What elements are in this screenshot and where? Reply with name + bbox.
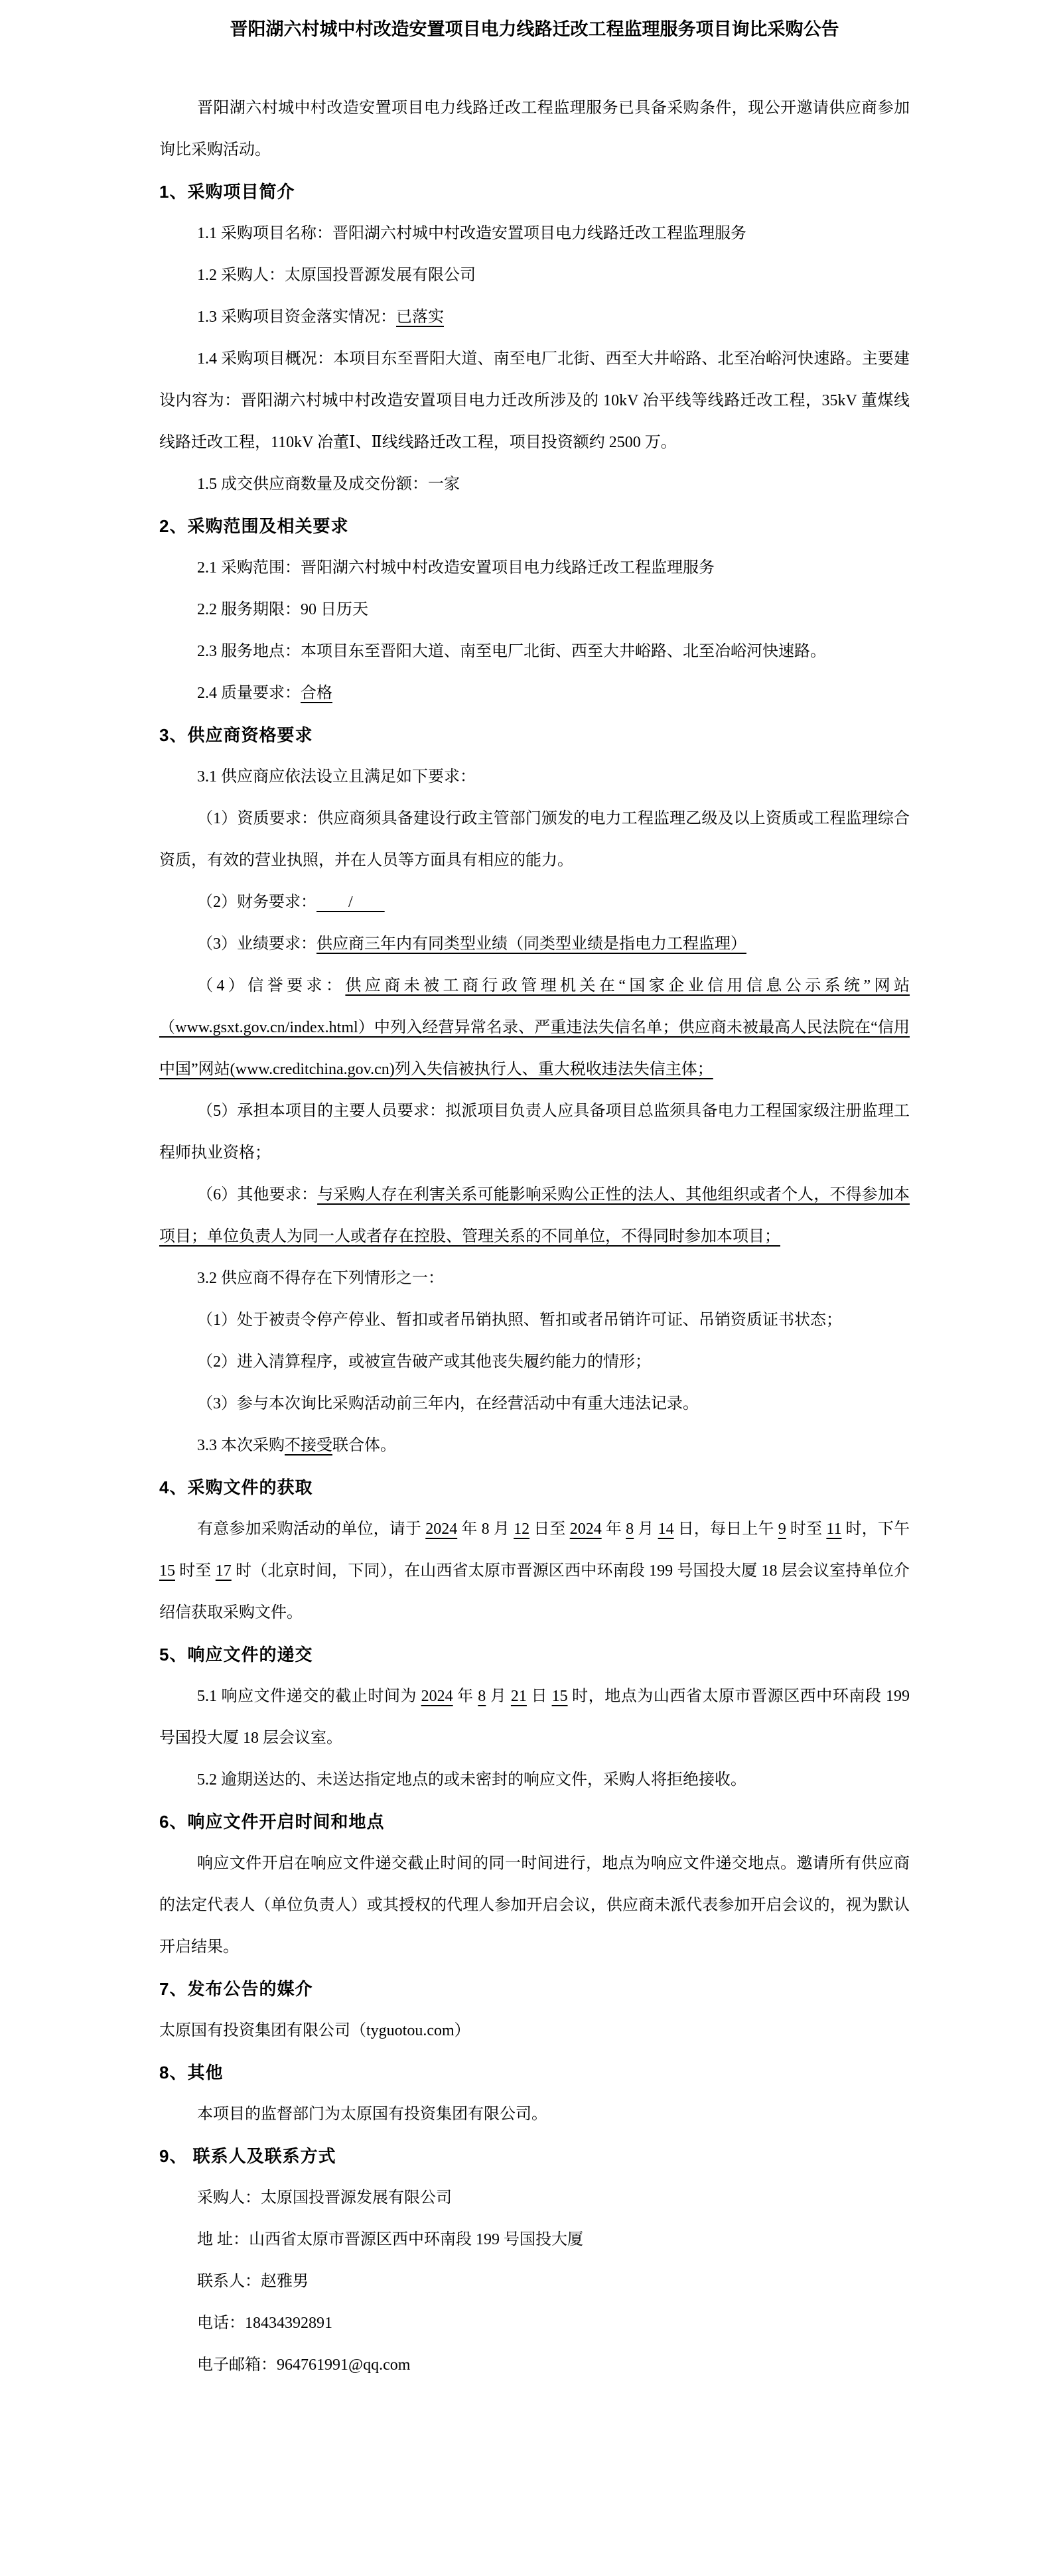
item-3-1-3-performance xyxy=(159,923,910,965)
supervision-department: 本项目的监督部门为太原国有投资集团有限公司。 xyxy=(197,2106,547,2123)
item-3-2-2-liquidation: （2）进入清算程序，或被宣告破产或其他丧失履约能力的情形； xyxy=(197,1353,651,1371)
text-run: （4）信誉要求： xyxy=(197,977,346,994)
text-run: 时，地点为山西省太原市晋源区西中环南段 199 号国投大厦 18 层会议室。 xyxy=(159,1688,910,1747)
text-run: 日，每日上午 xyxy=(673,1521,778,1538)
item-3-1-intro: 3.1 供应商应依法设立且满足如下要求： xyxy=(197,768,476,785)
section-4-heading: 4、采购文件的获取 xyxy=(159,1477,313,1497)
text-run: （6）其他要求： xyxy=(197,1186,318,1203)
item-1-2-purchaser: 1.2 采购人：太原国投晋源发展有限公司 xyxy=(197,267,476,284)
text-run: 15 xyxy=(159,1562,175,1580)
text-run: 11 xyxy=(826,1521,842,1538)
announcement-media: 太原国有投资集团有限公司（tyguotou.com） xyxy=(159,2022,470,2039)
section-1-heading: 1、采购项目简介 xyxy=(159,182,295,202)
item-3-1-5-key-personnel: （5）承担本项目的主要人员要求：拟派项目负责人应具备项目总监须具备电力工程国家级注册监理工程师执业资格； xyxy=(159,1103,910,1162)
text-run: 年 8 月 xyxy=(457,1521,514,1538)
contact-person: 联系人：赵雅男 xyxy=(197,2273,309,2290)
text-run: （2）财务要求： xyxy=(197,894,316,911)
text-run: 3.3 本次采购 xyxy=(197,1437,285,1454)
opening-time-paragraph: 响应文件开启在响应文件递交截止时间的同一时间进行，地点为响应文件递交地点。邀请所有供应商的法定代表人（单位负责人）或其授权的代理人参加开启会议，供应商未派代表参加开启会议的，视为默认开启结果。 xyxy=(159,1855,910,1956)
text-run: 1.3 采购项目资金落实情况： xyxy=(197,308,396,326)
item-3-1-6-other-requirements xyxy=(159,1174,910,1258)
item-1-4-project-overview: 1.4 采购项目概况：本项目东至晋阳大道、南至电厂北街、西至大井峪路、北至冶峪河快速路。主要建设内容为：晋阳湖六村城中村改造安置项目电力迁改所涉及的 10kV 冶平线等线路迁改工程，35kV 董煤线线路迁改工程，110kV 冶董Ⅰ、Ⅱ线线路迁改工程，项目投资额约 2500 万。 xyxy=(159,350,910,451)
text-run: 年 xyxy=(601,1521,626,1538)
text-run: 时至 xyxy=(175,1562,216,1580)
text-run: 与采购人存在利害关系可能影响采购公正性的法人、其他组织或者个人，不得参加本项目；单位负责人为同一人或者存在控股、管理关系的不同单位，不得同时参加本项目； xyxy=(159,1186,910,1245)
item-2-3-service-location: 2.3 服务地点：本项目东至晋阳大道、南至电厂北街、西至大井峪路、北至冶峪河快速路。 xyxy=(197,643,826,660)
text-run: 有意参加采购活动的单位，请于 xyxy=(197,1521,426,1538)
text-run: 月 xyxy=(486,1688,511,1705)
item-1-5-supplier-count: 1.5 成交供应商数量及成交份额：一家 xyxy=(197,476,460,493)
item-3-1-1-qualification: （1）资质要求：供应商须具备建设行政主管部门颁发的电力工程监理乙级及以上资质或工程监理综合资质，有效的营业执照，并在人员等方面具有相应的能力。 xyxy=(159,810,910,869)
text-run: 12 xyxy=(514,1521,530,1538)
text-run: 合格 xyxy=(301,685,332,702)
contact-email: 电子邮箱：964761991@qq.com xyxy=(197,2356,411,2374)
text-run: 时（北京时间，下同），在山西省太原市晋源区西中环南段 199 号国投大厦 18 层会议室持单位介绍信获取采购文件。 xyxy=(159,1562,910,1621)
text-run: 已落实 xyxy=(396,308,444,326)
text-run: 时，下午 xyxy=(841,1521,910,1538)
text-run: 9 xyxy=(778,1521,786,1538)
contact-address: 地 址：山西省太原市晋源区西中环南段 199 号国投大厦 xyxy=(197,2231,583,2248)
section-6-heading: 6、响应文件开启时间和地点 xyxy=(159,1812,385,1832)
text-run: 8 xyxy=(478,1688,486,1705)
text-run: 8 xyxy=(626,1521,634,1538)
text-run: 联合体。 xyxy=(332,1437,396,1454)
section-9-heading: 9、 联系人及联系方式 xyxy=(159,2146,336,2166)
text-run: 月 xyxy=(634,1521,658,1538)
item-1-3-funding-status xyxy=(159,297,910,338)
text-run: 年 xyxy=(453,1688,478,1705)
contact-phone: 电话：18434392891 xyxy=(197,2315,332,2332)
text-run: 15 xyxy=(551,1688,568,1705)
text-run: 2024 xyxy=(421,1688,453,1705)
text-run: 供应商三年内有同类型业绩（同类型业绩是指电力工程监理） xyxy=(316,935,746,953)
section-2-heading: 2、采购范围及相关要求 xyxy=(159,516,349,536)
text-run: 日 xyxy=(526,1688,552,1705)
document-acquisition-paragraph xyxy=(159,1509,910,1634)
contact-purchaser: 采购人：太原国投晋源发展有限公司 xyxy=(197,2189,452,2206)
section-8-heading: 8、其他 xyxy=(159,2063,224,2082)
section-3-heading: 3、供应商资格要求 xyxy=(159,725,313,745)
text-run: 5.1 响应文件递交的截止时间为 xyxy=(197,1688,421,1705)
text-run: 供应商未被工商行政管理机关在“国家企业信用信息公示系统”网站（www.gsxt.gov.cn/index.html）中列入经营异常名录、严重违法失信名单；供应商未被最高人民法院在“信用中国”网站(www.creditchina.gov.cn)列入失信被执行人、重大税收违法失信主体； xyxy=(159,977,910,1078)
text-run: 2024 xyxy=(425,1521,458,1538)
text-run: 不接受 xyxy=(285,1437,332,1454)
item-3-2-intro: 3.2 供应商不得存在下列情形之一： xyxy=(197,1270,444,1287)
item-3-2-1-suspended: （1）处于被责令停产停业、暂扣或者吊销执照、暂扣或者吊销许可证、吊销资质证书状态； xyxy=(197,1312,842,1329)
item-5-1-deadline xyxy=(159,1676,910,1759)
text-run: / xyxy=(316,894,385,911)
item-5-2-rejection: 5.2 逾期送达的、未送达指定地点的或未密封的响应文件，采购人将拒绝接收。 xyxy=(197,1771,746,1789)
item-2-1-scope: 2.1 采购范围：晋阳湖六村城中村改造安置项目电力线路迁改工程监理服务 xyxy=(197,559,715,576)
text-run: 21 xyxy=(510,1688,527,1705)
item-3-3-no-consortium xyxy=(159,1425,910,1467)
item-3-2-3-violations: （3）参与本次询比采购活动前三年内，在经营活动中有重大违法记录。 xyxy=(197,1395,699,1412)
item-1-1-project-name: 1.1 采购项目名称：晋阳湖六村城中村改造安置项目电力线路迁改工程监理服务 xyxy=(197,225,746,242)
text-run: 2024 xyxy=(569,1521,602,1538)
item-2-4-quality-requirement xyxy=(159,673,910,714)
item-2-2-service-period: 2.2 服务期限：90 日历天 xyxy=(197,601,368,618)
text-run: 时至 xyxy=(786,1521,827,1538)
text-run: 14 xyxy=(658,1521,674,1538)
section-7-heading: 7、发布公告的媒介 xyxy=(159,1979,313,1999)
intro-paragraph: 晋阳湖六村城中村改造安置项目电力线路迁改工程监理服务已具备采购条件，现公开邀请供应商参加询比采购活动。 xyxy=(159,100,910,159)
item-3-1-4-reputation xyxy=(159,965,910,1091)
text-run: 2.4 质量要求： xyxy=(197,685,301,702)
text-run: （3）业绩要求： xyxy=(197,935,316,953)
item-3-1-2-financial xyxy=(159,882,910,923)
page-title: 晋阳湖六村城中村改造安置项目电力线路迁改工程监理服务项目询比采购公告 xyxy=(230,19,839,39)
text-run: 17 xyxy=(215,1562,232,1580)
text-run: 日至 xyxy=(529,1521,570,1538)
section-5-heading: 5、响应文件的递交 xyxy=(159,1645,313,1664)
